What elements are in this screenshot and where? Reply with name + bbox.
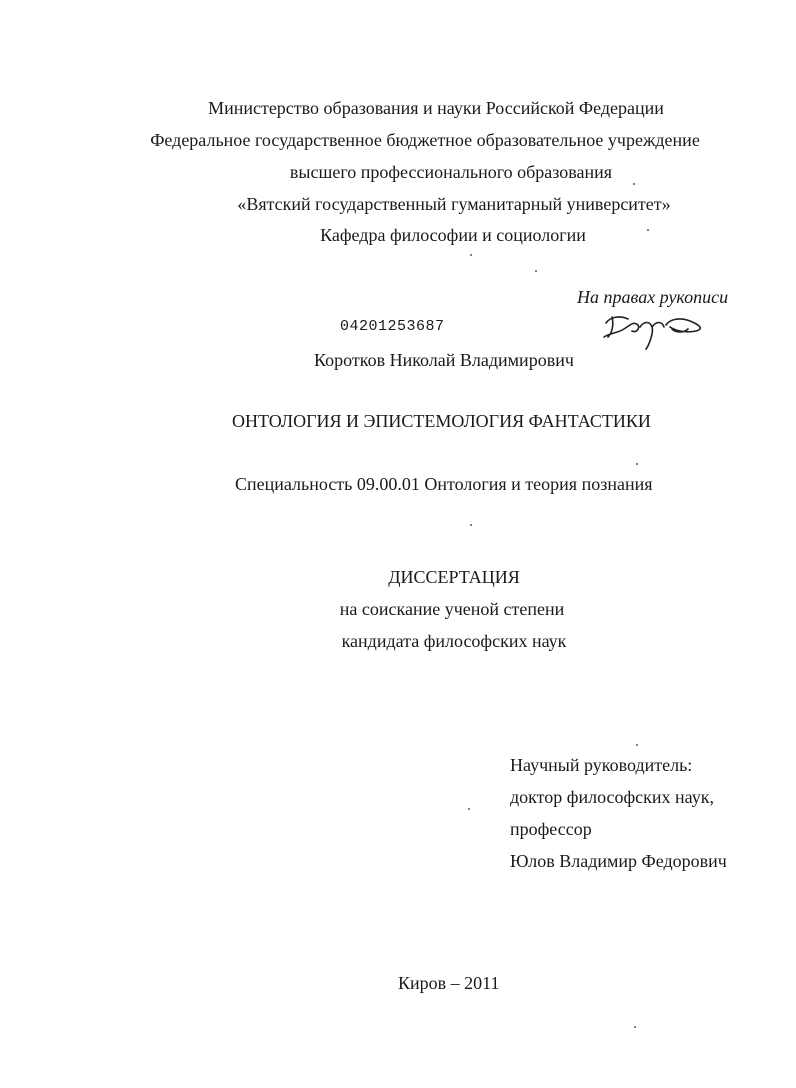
scan-speck	[633, 183, 635, 185]
registration-number: 04201253687	[340, 318, 445, 335]
ministry-name: Министерство образования и науки Российской Федерации	[208, 98, 664, 118]
supervisor-rank: профессор	[510, 819, 592, 839]
specialty: Специальность 09.00.01 Онтология и теория познания	[235, 474, 653, 494]
degree-sought: кандидата философских наук	[341, 631, 567, 651]
scan-speck	[636, 463, 638, 465]
scan-speck	[470, 254, 472, 256]
dissertation-title: ОНТОЛОГИЯ И ЭПИСТЕМОЛОГИЯ ФАНТАСТИКИ	[232, 411, 651, 431]
city-year: Киров – 2011	[398, 973, 500, 993]
document-type: ДИССЕРТАЦИЯ	[388, 567, 520, 587]
department-name: Кафедра философии и социологии	[320, 225, 586, 245]
document-purpose: на соискание ученой степени	[339, 599, 565, 619]
author-name: Коротков Николай Владимирович	[314, 350, 574, 370]
supervisor-label: Научный руководитель:	[510, 755, 693, 775]
manuscript-note: На правах рукописи	[577, 287, 729, 307]
scan-speck	[647, 229, 649, 231]
supervisor-degree: доктор философских наук,	[510, 787, 714, 807]
supervisor-name: Юлов Владимир Федорович	[510, 851, 727, 871]
education-level: высшего профессионального образования	[289, 162, 613, 182]
scan-speck	[535, 270, 537, 272]
university-name: «Вятский государственный гуманитарный университет»	[237, 194, 671, 214]
scan-speck	[470, 524, 472, 526]
institution-type: Федеральное государственное бюджетное образовательное учреждение	[150, 130, 700, 150]
signature-icon	[600, 303, 710, 351]
scan-speck	[636, 744, 638, 746]
scan-speck	[634, 1026, 636, 1028]
scan-speck	[468, 808, 470, 810]
